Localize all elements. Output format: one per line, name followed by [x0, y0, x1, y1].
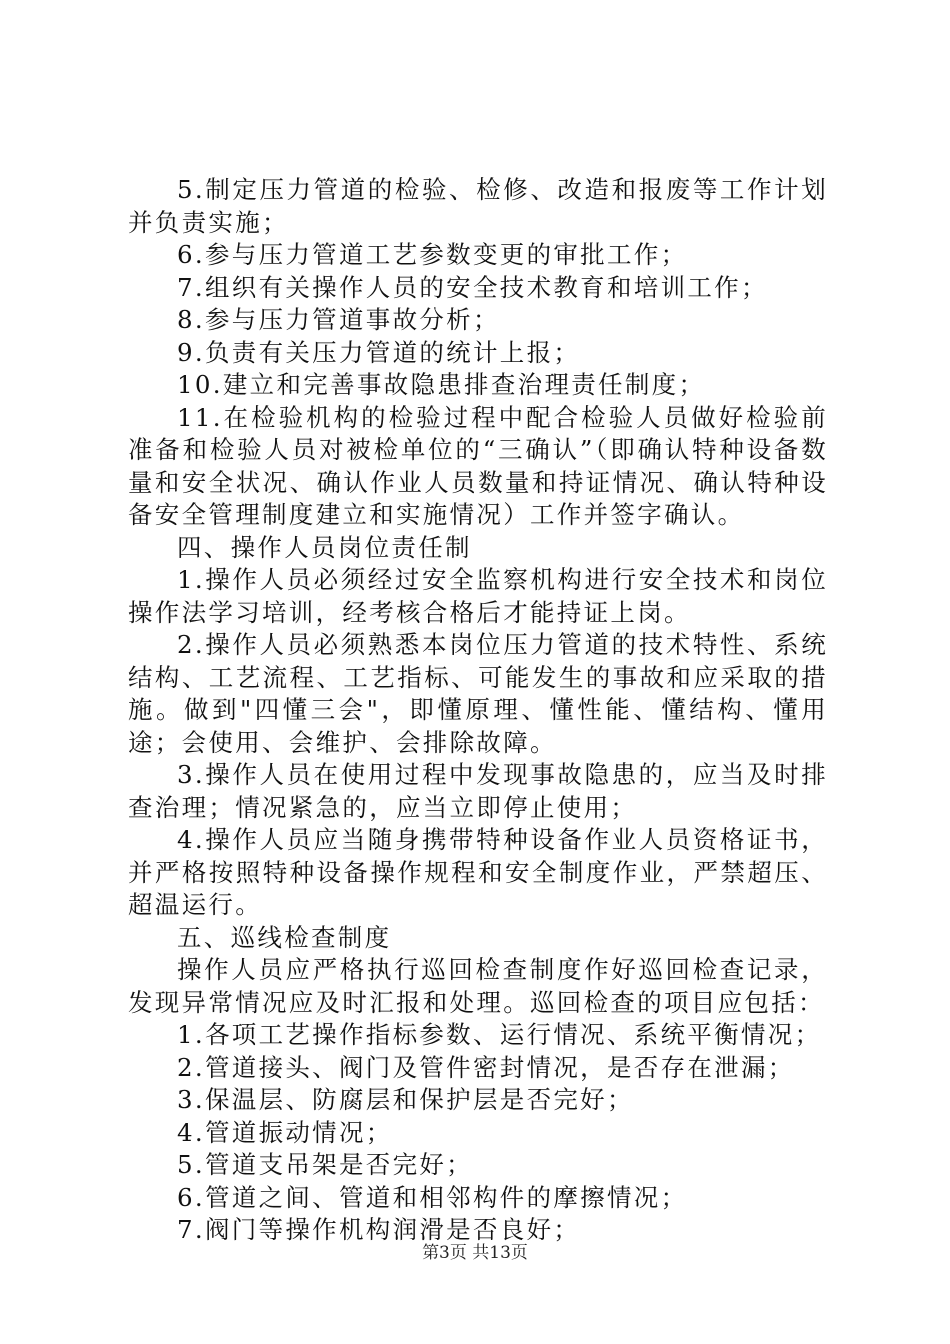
- paragraph: 9.负责有关压力管道的统计上报；: [177, 337, 581, 367]
- paragraph: 4.操作人员应当随身携带特种设备作业人员资格证书，并严格按照特种设备操作规程和安全制度作业，严禁超压、超温运行。: [128, 825, 828, 919]
- paragraph: 6.参与压力管道工艺参数变更的审批工作；: [177, 240, 688, 269]
- section-heading: 五、巡线检查制度: [177, 922, 392, 952]
- page-total: 共13页: [472, 1243, 528, 1263]
- paragraph: 1.操作人员必须经过安全监察机构进行安全技术和岗位操作法学习培训，经考核合格后才能持证上岗。: [128, 565, 828, 627]
- page-number: 第3页: [422, 1243, 467, 1263]
- paragraph: 5.制定压力管道的检验、检修、改造和报废等工作计划并负责实施；: [128, 175, 828, 237]
- paragraph: 7.组织有关操作人员的安全技术教育和培训工作；: [177, 272, 768, 302]
- list-item: 1.各项工艺操作指标参数、运行情况、系统平衡情况；: [177, 1020, 822, 1049]
- paragraph: 8.参与压力管道事故分析；: [177, 305, 500, 334]
- document-body: [128, 174, 828, 1247]
- list-item: 6.管道之间、管道和相邻构件的摩擦情况；: [177, 1182, 688, 1212]
- list-item: 3.保温层、防腐层和保护层是否完好；: [177, 1085, 634, 1114]
- list-item: 5.管道支吊架是否完好；: [177, 1150, 473, 1179]
- paragraph: 2.操作人员必须熟悉本岗位压力管道的技术特性、系统结构、工艺流程、工艺指标、可能发生的事故和应采取的措施。做到"四懂三会"，即懂原理、懂性能、懂结构、懂用途；会使用、会维护、会排除故障。: [128, 630, 828, 757]
- list-item: 2.管道接头、阀门及管件密封情况，是否存在泄漏；: [177, 1052, 795, 1082]
- paragraph: 3.操作人员在使用过程中发现事故隐患的，应当及时排查治理；情况紧急的，应当立即停止使用；: [128, 760, 828, 822]
- paragraph: 10.建立和完善事故隐患排查治理责任制度；: [177, 370, 706, 399]
- paragraph: 11.在检验机构的检验过程中配合检验人员做好检验前准备和检验人员对被检单位的“三确认”（即确认特种设备数量和安全状况、确认作业人员数量和持证情况、确认特种设备安全管理制度建立和实施情况）工作并签字确认。: [128, 402, 828, 529]
- list-item: 7.阀门等操作机构润滑是否良好；: [177, 1215, 581, 1244]
- page-footer: [0, 1242, 950, 1264]
- section-heading: 四、操作人员岗位责任制: [177, 532, 472, 562]
- paragraph: 操作人员应严格执行巡回检查制度作好巡回检查记录，发现异常情况应及时汇报和处理。巡回检查的项目应包括：: [128, 955, 828, 1017]
- list-item: 4.管道振动情况；: [177, 1117, 393, 1147]
